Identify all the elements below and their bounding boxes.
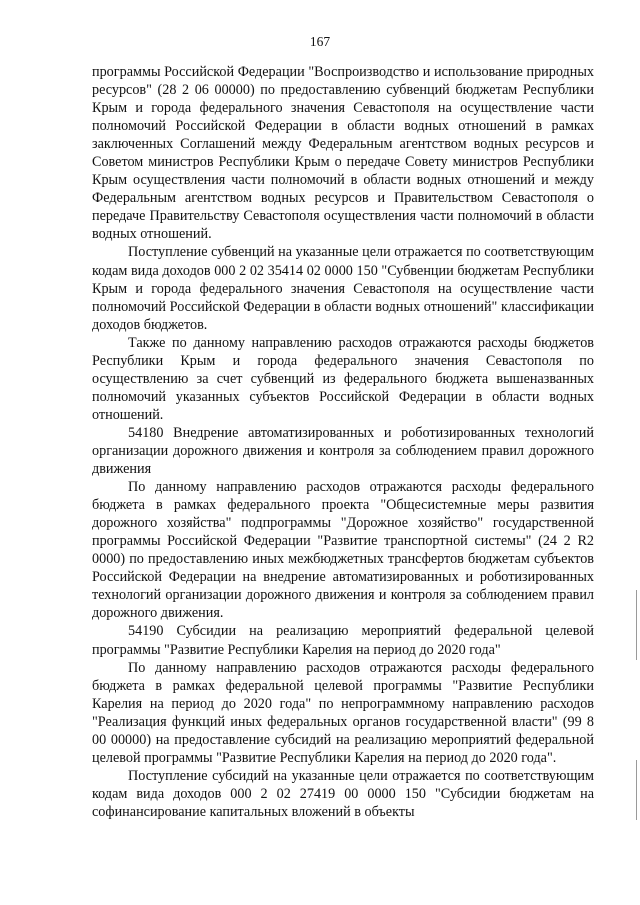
page-number: 167 bbox=[309, 34, 331, 49]
scan-edge-mark bbox=[636, 590, 637, 660]
document-body bbox=[92, 63, 594, 821]
paragraph-subsidy-income: Поступление субсидий на указанные цели отражается по соответствующим кодам вида доходов 000 2 02 27419 00 0000 150 "Субсидии бюджетам на софинансирование капитальных вложений в объекты bbox=[92, 767, 594, 820]
paragraph-regional-expenses: Также по данному направлению расходов отражаются расходы бюджетов Республики Крым и города федерального значения Севастополя по осуществлению за счет субвенций из федерального бюджета вышеназванных полномочий указанных субъектов Российской Федерации в области водных отношений. bbox=[92, 334, 594, 423]
heading-54180: 54180 Внедрение автоматизированных и роботизированных технологий организации дорожного движения и контроля за соблюдением правил дорожного движения bbox=[92, 424, 594, 478]
heading-54190: 54190 Субсидии на реализацию мероприятий федеральной целевой программы "Развитие Республики Карелия на период до 2020 года" bbox=[92, 623, 594, 658]
paragraph-54180-description: По данному направлению расходов отражаются расходы федерального бюджета в рамках федерального проекта "Общесистемные меры развития дорожного хозяйства" подпрограммы "Дорожное хозяйство" государственной программы Российской Федерации "Развитие транспортной системы" (24 2 R2 0000) по предоставлению иных межбюджетных трансфертов бюджетам субъектов Российской Федерации на внедрение автоматизированных и роботизированных технологий организации дорожного движения и контроля за соблюдением правил дорожного движения. bbox=[92, 479, 594, 622]
paragraph-subvention-income: Поступление субвенций на указанные цели отражается по соответствующим кодам вида доходов 000 2 02 35414 02 0000 150 "Субвенции бюджетам Республики Крым и города федерального значения Севастополя на осуществление части полномочий Российской Федерации в области водных отношений" классификации доходов бюджетов. bbox=[92, 244, 594, 333]
paragraph-water-relations-intro: программы Российской Федерации "Воспроизводство и использование природных ресурсов" (28 2 06 00000) по предоставлению субвенций бюджетам Республики Крым и города федерального значения Севастополя на осуществление части полномочий Российской Федерации в области водных отношений в рамках заключенных Соглашений между Федеральным агентством водных ресурсов и Советом министров Республики Крым о передаче Совету министров Республики Крым осуществления части полномочий в области водных отношений и между Федеральным агентством водных ресурсов и Правительством Севастополя о передаче Правительству Севастополя осуществления части полномочий в области водных отношений. bbox=[92, 64, 594, 243]
scan-edge-mark-lower bbox=[636, 760, 637, 820]
paragraph-54190-description: По данному направлению расходов отражаются расходы федерального бюджета в рамках федеральной целевой программы "Развитие Республики Карелия на период до 2020 года" по непрограммному направлению расходов "Реализация функций иных федеральных органов государственной власти" (99 8 00 00000) на предоставление субсидий на реализацию мероприятий федеральной целевой программы "Развитие Республики Карелия на период до 2020 года". bbox=[92, 659, 594, 766]
